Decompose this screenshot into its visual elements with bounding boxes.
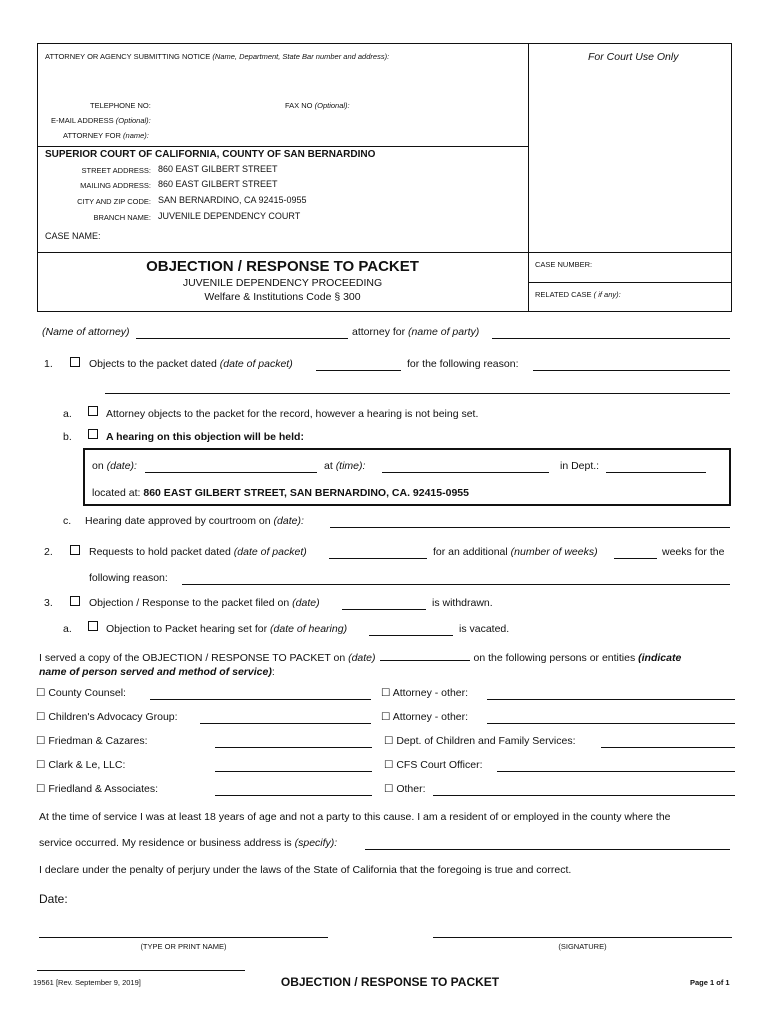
declaration: I declare under the penalty of perjury under the laws of the State of California that the foregoing is true and correct.	[39, 864, 572, 876]
related-case-label: RELATED CASE ( if any):	[535, 290, 621, 299]
item1a-checkbox[interactable]	[88, 406, 98, 416]
item3-number: 3.	[44, 597, 53, 609]
court-divider	[37, 146, 528, 147]
located-at: located at: 860 EAST GILBERT STREET, SAN BERNARDINO, CA. 92415-0955	[92, 487, 469, 499]
item1-text: Objects to the packet dated (date of packet)	[89, 358, 293, 370]
attorney-name-field[interactable]	[136, 338, 348, 339]
item2-number: 2.	[44, 546, 53, 558]
item3-text: Objection / Response to the packet filed on (date)	[89, 597, 320, 609]
city-value: SAN BERNARDINO, CA 92415-0955	[158, 195, 307, 205]
footer-rule	[37, 970, 245, 971]
page-number: Page 1 of 1	[690, 978, 730, 987]
friedman-cazares[interactable]: ☐ Friedman & Cazares:	[36, 735, 148, 747]
other[interactable]: ☐ Other:	[384, 783, 426, 795]
dept-label: in Dept.:	[560, 460, 600, 472]
item1c-date-field[interactable]	[330, 527, 730, 528]
attorney-for-text: attorney for (name of party)	[352, 326, 480, 338]
item2-checkbox[interactable]	[70, 545, 80, 555]
attorney-label: ATTORNEY OR AGENCY SUBMITTING NOTICE (Name, Department, State Bar number and address):	[45, 52, 390, 61]
service-text-1: At the time of service I was at least 18 years of age and not a party to this cause. I am a resident of or employed in the county where the	[39, 811, 671, 823]
item1-checkbox[interactable]	[70, 357, 80, 367]
item2-text: Requests to hold packet dated (date of packet)	[89, 546, 307, 558]
mailing-label: MAILING ADDRESS:	[80, 181, 151, 190]
item2-date-field[interactable]	[329, 558, 427, 559]
name-of-attorney-label: (Name of attorney)	[42, 326, 130, 338]
clark-le[interactable]: ☐ Clark & Le, LLC:	[36, 759, 126, 771]
item1b-text: A hearing on this objection will be held:	[106, 431, 304, 443]
item3a-date-field[interactable]	[369, 635, 453, 636]
item3-date-field[interactable]	[342, 609, 426, 610]
item1-date-field[interactable]	[316, 370, 401, 371]
county-counsel-field[interactable]	[150, 699, 371, 700]
item1c-label: c.	[63, 515, 72, 527]
case-number-divider	[528, 282, 732, 283]
case-name-divider	[37, 252, 732, 253]
attorney-other-2-field[interactable]	[487, 723, 735, 724]
cfs-court-officer[interactable]: ☐ CFS Court Officer:	[384, 759, 483, 771]
item1b-label: b.	[63, 431, 72, 443]
friedland-field[interactable]	[215, 795, 372, 796]
clark-field[interactable]	[215, 771, 372, 772]
item3a-checkbox[interactable]	[88, 621, 98, 631]
signature-field[interactable]	[433, 937, 732, 938]
form-title: OBJECTION / RESPONSE TO PACKET	[146, 258, 419, 275]
childrens-advocacy[interactable]: ☐ Children's Advocacy Group:	[36, 711, 178, 723]
print-name-field[interactable]	[39, 937, 328, 938]
city-label: CITY AND ZIP CODE:	[77, 197, 151, 206]
other-field[interactable]	[433, 795, 735, 796]
item1a-label: a.	[63, 408, 72, 420]
item3a-text: Objection to Packet hearing set for (date of hearing)	[106, 623, 348, 635]
telephone-label: TELEPHONE NO:	[90, 101, 151, 110]
item3a-label: a.	[63, 623, 72, 635]
item2-weeks-label: weeks for the	[662, 546, 725, 558]
service-text-2: service occurred. My residence or business address is (specify):	[39, 837, 338, 849]
attorney-other-1[interactable]: ☐ Attorney - other:	[381, 687, 469, 699]
case-number-label: CASE NUMBER:	[535, 260, 593, 269]
form-number: 19561 [Rev. September 9, 2019]	[33, 978, 141, 987]
street-value: 860 EAST GILBERT STREET	[158, 164, 278, 174]
court-use-divider	[528, 43, 529, 312]
item1-reason-label: for the following reason:	[407, 358, 519, 370]
court-name: SUPERIOR COURT OF CALIFORNIA, COUNTY OF SAN BERNARDINO	[45, 149, 376, 160]
court-use-label: For Court Use Only	[588, 51, 679, 63]
item2-for-label: for an additional (number of weeks)	[433, 546, 598, 558]
attorney-other-1-field[interactable]	[487, 699, 735, 700]
hearing-date-field[interactable]	[145, 472, 317, 473]
service-statement: I served a copy of the OBJECTION / RESPONSE TO PACKET on (date) on the following persons or entities (indicate name of person served and method of service):	[39, 652, 682, 678]
item2-reason-label: following reason:	[89, 572, 168, 584]
item1-number: 1.	[44, 358, 53, 370]
case-name-label: CASE NAME:	[45, 231, 101, 241]
fax-label: FAX NO (Optional):	[285, 101, 350, 110]
branch-label: BRANCH NAME:	[93, 213, 151, 222]
print-name-label: (TYPE OR PRINT NAME)	[140, 942, 227, 951]
dcfs[interactable]: ☐ Dept. of Children and Family Services:	[384, 735, 576, 747]
party-name-field[interactable]	[492, 338, 730, 339]
form-subtitle-1: JUVENILE DEPENDENCY PROCEEDING	[182, 277, 383, 289]
street-label: STREET ADDRESS:	[81, 166, 151, 175]
item3-withdrawn: is withdrawn.	[432, 597, 493, 609]
mailing-value: 860 EAST GILBERT STREET	[158, 179, 278, 189]
dept-field[interactable]	[606, 472, 706, 473]
item1-reason-field-2[interactable]	[105, 393, 730, 394]
friedland-associates[interactable]: ☐ Friedland & Associates:	[36, 783, 159, 795]
item2-reason-field[interactable]	[182, 584, 730, 585]
hearing-on-label: on (date):	[92, 460, 137, 472]
address-field[interactable]	[365, 849, 730, 850]
footer-title: OBJECTION / RESPONSE TO PACKET	[280, 975, 500, 989]
friedman-field[interactable]	[215, 747, 372, 748]
item1b-checkbox[interactable]	[88, 429, 98, 439]
signature-label: (SIGNATURE)	[558, 942, 607, 951]
childrens-advocacy-field[interactable]	[200, 723, 371, 724]
item3a-vacated: is vacated.	[459, 623, 510, 635]
hearing-at-label: at (time):	[324, 460, 366, 472]
county-counsel[interactable]: ☐ County Counsel:	[36, 687, 126, 699]
dcfs-field[interactable]	[601, 747, 735, 748]
item1-reason-field[interactable]	[533, 370, 730, 371]
attorney-other-2[interactable]: ☐ Attorney - other:	[381, 711, 469, 723]
date-label: Date:	[39, 892, 68, 906]
email-label: E-MAIL ADDRESS (Optional):	[51, 116, 151, 125]
item1c-text: Hearing date approved by courtroom on (date):	[85, 515, 304, 527]
hearing-time-field[interactable]	[382, 472, 549, 473]
form-subtitle-2: Welfare & Institutions Code § 300	[204, 291, 361, 303]
branch-value: JUVENILE DEPENDENCY COURT	[158, 211, 301, 221]
attorney-for-label: ATTORNEY FOR (name):	[63, 131, 149, 140]
item3-checkbox[interactable]	[70, 596, 80, 606]
item1a-text: Attorney objects to the packet for the record, however a hearing is not being set.	[106, 408, 479, 420]
item2-weeks-field[interactable]	[614, 558, 657, 559]
cfs-field[interactable]	[497, 771, 735, 772]
